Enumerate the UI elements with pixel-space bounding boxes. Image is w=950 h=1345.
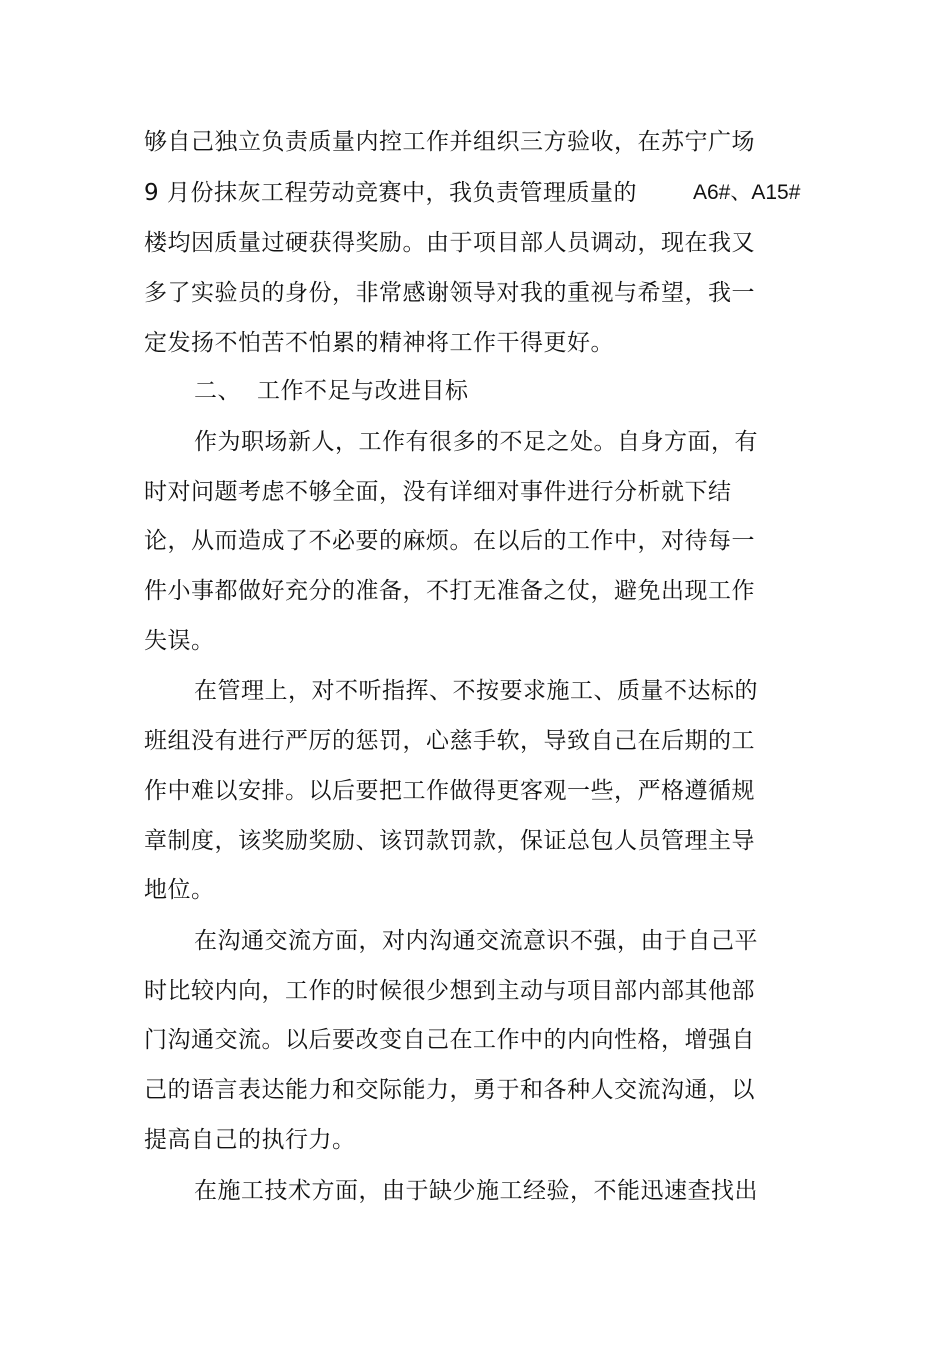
paragraph-line: 定发扬不怕苦不怕累的精神将工作干得更好。 <box>144 330 614 356</box>
paragraph-line: 时比较内向，工作的时候很少想到主动与项目部内部其他部 <box>144 978 755 1004</box>
section-heading-title: 工作不足与改进目标 <box>257 378 469 404</box>
building-numbers: A6#、A15# <box>693 181 801 204</box>
paragraph-line: 作中难以安排。以后要把工作做得更客观一些，严格遵循规 <box>144 778 755 804</box>
paragraph-line: 在沟通交流方面，对内沟通交流意识不强，由于自己平 <box>194 928 758 954</box>
paragraph-line: 9 月份抹灰工程劳动竞赛中，我负责管理质量的 <box>144 180 637 206</box>
paragraph-line: 论，从而造成了不必要的麻烦。在以后的工作中，对待每一 <box>144 528 755 554</box>
paragraph-line: 地位。 <box>144 877 215 903</box>
paragraph-line: 门沟通交流。以后要改变自己在工作中的内向性格，增强自 <box>144 1027 755 1053</box>
paragraph-line: 作为职场新人，工作有很多的不足之处。自身方面，有 <box>194 429 758 455</box>
paragraph-line: 班组没有进行严厉的惩罚，心慈手软，导致自己在后期的工 <box>144 728 755 754</box>
paragraph-line: 多了实验员的身份，非常感谢领导对我的重视与希望，我一 <box>144 280 755 306</box>
paragraph-line: 件小事都做好充分的准备，不打无准备之仗，避免出现工作 <box>144 578 755 604</box>
paragraph-line: 章制度，该奖励奖励、该罚款罚款，保证总包人员管理主导 <box>144 828 755 854</box>
paragraph-line: 在施工技术方面，由于缺少施工经验，不能迅速查找出 <box>194 1178 758 1204</box>
paragraph-line: 失误。 <box>144 628 215 654</box>
paragraph-line: 提高自己的执行力。 <box>144 1127 356 1153</box>
paragraph-line: 楼均因质量过硬获得奖励。由于项目部人员调动，现在我又 <box>144 230 755 256</box>
paragraph-line: 在管理上，对不听指挥、不按要求施工、质量不达标的 <box>194 678 758 704</box>
paragraph-line: 己的语言表达能力和交际能力，勇于和各种人交流沟通，以 <box>144 1077 755 1103</box>
section-heading-number: 二、 <box>194 378 241 404</box>
paragraph-line: 时对问题考虑不够全面，没有详细对事件进行分析就下结 <box>144 479 732 505</box>
paragraph-line: 够自己独立负责质量内控工作并组织三方验收，在苏宁广场 <box>144 129 755 155</box>
